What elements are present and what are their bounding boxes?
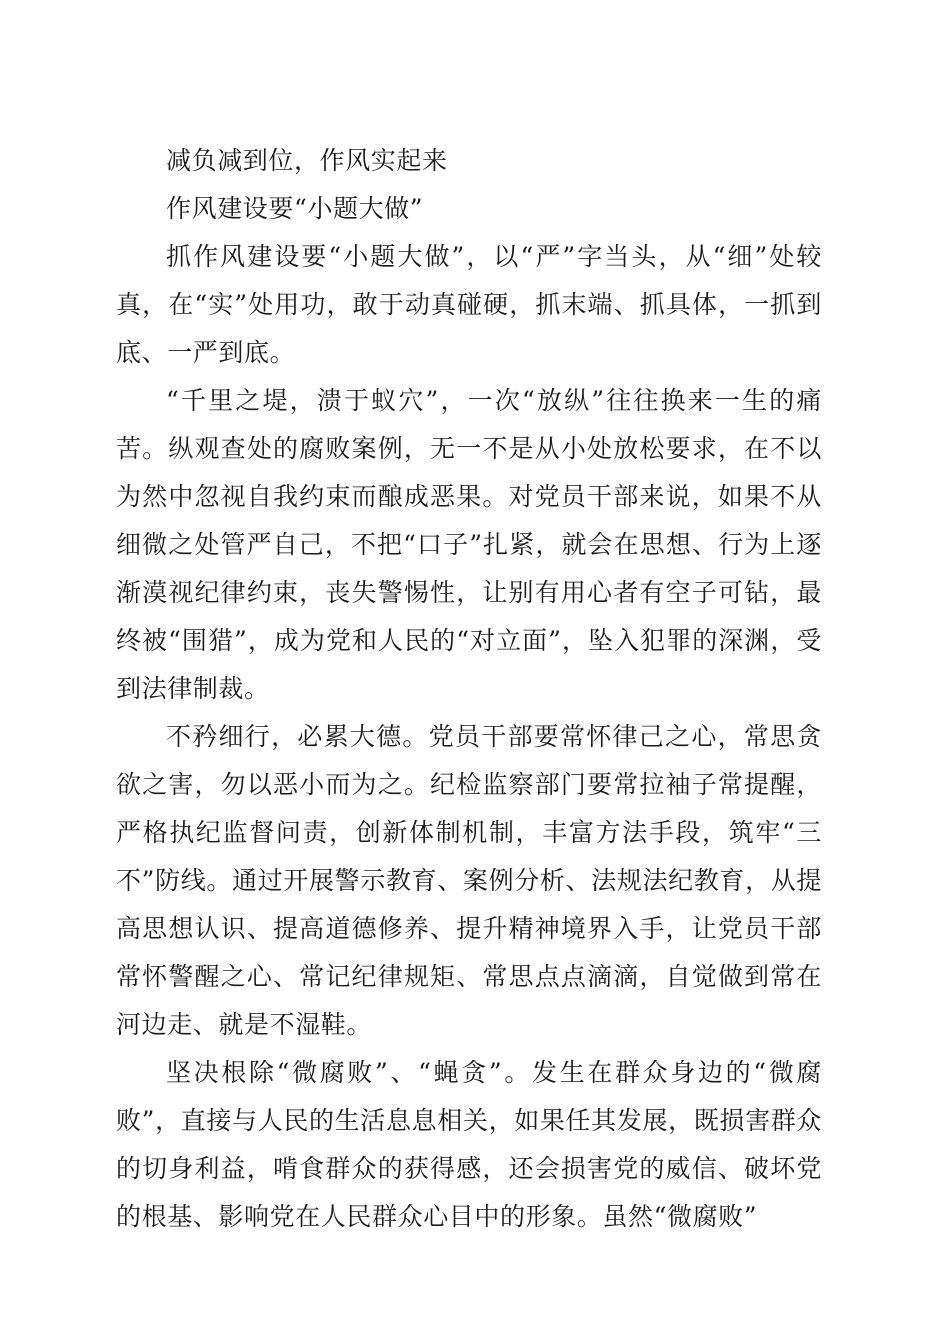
document-subheading: 作风建设要“小题大做” xyxy=(166,194,424,223)
body-paragraph: 不矜细行，必累大德。党员干部要常怀律己之心，常思贪欲之害，勿以恶小而为之。纪检监察部门要常拉袖子常提醒，严格执纪监督问责，创新体制机制，丰富方法手段，筑牢“三不”防线。通过开展警示教育、案例分析、法规法纪教育，从提高思想认识、提高道德修养、提升精神境界入手，让党员干部常怀警醒之心、常记纪律规矩、常思点点滴滴，自觉做到常在河边走、就是不湿鞋。 xyxy=(116,722,822,1039)
document-heading: 减负减到位，作风实起来 xyxy=(166,146,448,175)
body-paragraph: 坚决根除“微腐败”、“蝇贪”。发生在群众身边的“微腐败”，直接与人民的生活息息相关，如果任其发展，既损害群众的切身利益，啃食群众的获得感，还会损害党的威信、破坏党的根基、影响党在人民群众心目中的形象。虽然“微腐败” xyxy=(116,1058,822,1231)
body-paragraph: 抓作风建设要“小题大做”，以“严”字当头，从“细”处较真，在“实”处用功，敢于动真碰硬，抓末端、抓具体，一抓到底、一严到底。 xyxy=(116,242,822,367)
body-paragraph: “千里之堤，溃于蚁穴”，一次“放纵”往往换来一生的痛苦。纵观查处的腐败案例，无一不是从小处放松要求，在不以为然中忽视自我约束而酿成恶果。对党员干部来说，如果不从细微之处管严自己，不把“口子”扎紧，就会在思想、行为上逐渐漠视纪律约束，丧失警惕性，让别有用心者有空子可钻，最终被“围猎”，成为党和人民的“对立面”，坠入犯罪的深渊，受到法律制裁。 xyxy=(116,386,822,703)
document-body xyxy=(116,137,822,1241)
